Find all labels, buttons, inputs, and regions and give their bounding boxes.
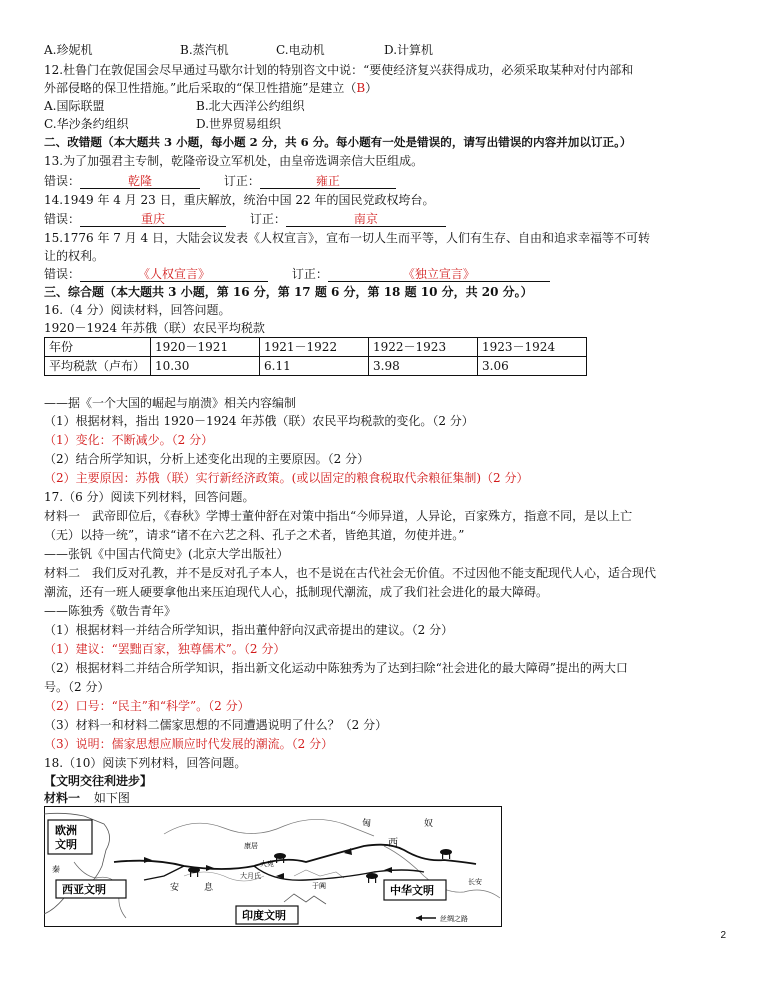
westasia-civilization-label: 西亚文明 (62, 883, 106, 896)
q15-fix-label: 订正： (291, 267, 328, 281)
q16-answer1: （1）变化：不断减少。（2 分） (44, 433, 214, 447)
q17-sub3: （3）材料一和材料二儒家思想的不同遭遇说明了什么？（2 分） (44, 718, 388, 732)
map-label-yutian: 于阗 (312, 882, 326, 890)
q14-fix-label: 订正： (249, 212, 286, 226)
map-label-xiongnu: 匈 (362, 819, 372, 829)
section3-title: 三、综合题（本大题共 3 小题，第 16 分，第 17 题 6 分，第 18 题 10 分，共 20 分。） (44, 285, 533, 299)
q13-error-answer: 乾隆 (80, 174, 200, 189)
q12-option-b: B.北大西洋公约组织 (196, 99, 305, 113)
q14-fix-answer: 南京 (286, 212, 446, 227)
europe-civilization-label-1: 欧洲 (55, 824, 77, 837)
q17-material1-line1: 材料一 武帝即位后，《春秋》学博士董仲舒在对策中指出“今师异道，人异论，百家殊方，指意不同，是以上亡 (44, 509, 633, 523)
q18-material1-text: 如下图 (93, 791, 130, 805)
q11-option-d: D.计算机 (384, 43, 434, 57)
q15-error-label: 错误： (44, 267, 81, 281)
map-label-kangju: 康居 (244, 842, 258, 850)
tax-table (44, 337, 587, 376)
q17-intro: 17.（6 分）阅读下列材料，回答问题。 (44, 490, 255, 504)
q11-options (44, 42, 734, 58)
q12-answer: B (356, 81, 366, 95)
china-civilization-label: 中华文明 (390, 884, 434, 897)
q15-text-line1: 15.1776 年 7 月 4 日，大陆会议发表《人权宣言》，宣布一切人生而平等，人们有生存、自由和追求幸福等不可转 (44, 231, 650, 245)
legend-label: 丝绸之路 (440, 915, 468, 923)
silk-road-map (44, 806, 502, 927)
q14-error-label: 错误： (44, 212, 81, 226)
q13-text: 13.为了加强君主专制，乾隆帝设立军机处，由皇帝选调亲信大臣组成。 (44, 154, 424, 168)
tax-table-header-row (45, 338, 587, 357)
q13-fix-label: 订正： (223, 174, 260, 188)
q17-sub2-line1: （2）根据材料二并结合所学知识，指出新文化运动中陈独秀为了达到扫除“社会进化的最大障碍”提出的两大口 (44, 661, 628, 675)
tax-table-cell: 6.11 (260, 357, 369, 376)
q14-answer-line (44, 211, 734, 227)
map-label-yuezhi: 大月氏 (240, 872, 261, 880)
q12-close: ） (365, 81, 378, 95)
map-label-qin: 秦 (52, 865, 60, 874)
tax-table-row-label: 平均税款（卢布） (45, 357, 151, 376)
q18-intro: 18.（10）阅读下列材料，回答问题。 (44, 756, 247, 770)
q17-material2-line2: 潮流，还有一班人硬要拿他出来压迫现代人心，抵制现代潮流，成了我们社会进化的最大障碍。 (44, 585, 549, 599)
q12-options-row2 (44, 116, 734, 132)
q13-answer-line (44, 173, 734, 189)
tax-table-header-cell: 1923－1924 (478, 338, 587, 357)
q16-table-title: 1920－1924 年苏俄（联）农民平均税款 (44, 321, 265, 335)
q16-sub2: （2）结合所学知识，分析上述变化出现的主要原因。（2 分） (44, 452, 370, 466)
q11-option-c: C.电动机 (276, 43, 325, 57)
q14-text: 14.1949 年 4 月 23 日，重庆解放，统治中国 22 年的国民党政权垮台。 (44, 193, 435, 207)
q17-answer3: （3）说明：儒家思想应顺应时代发展的潮流。（2 分） (44, 737, 334, 751)
q16-sub1: （1）根据材料，指出 1920－1924 年苏俄（联）农民平均税款的变化。（2 分） (44, 414, 474, 428)
q13-error-label: 错误： (44, 174, 81, 188)
q18-material1-label: 材料一 (44, 791, 81, 805)
q16-source: ——据《一个大国的崛起与崩溃》相关内容编制 (44, 396, 297, 410)
q12-options-row1 (44, 98, 734, 114)
q13-fix-answer: 雍正 (260, 174, 396, 189)
map-label-anxi: 安 (170, 883, 180, 893)
q12-option-c: C.华沙条约组织 (44, 117, 129, 131)
q18-heading: 【文明交往利进步】 (44, 774, 153, 788)
tax-table-data-row (45, 357, 587, 376)
q11-option-b: B.蒸汽机 (180, 43, 229, 57)
q12-text-line1: 12.杜鲁门在敦促国会尽早通过马歇尔计划的特别咨文中说：“要使经济复兴获得成功，必须采取某种对付内部和 (44, 63, 634, 77)
map-label-changan: 长安 (468, 878, 482, 886)
q15-answer-line (44, 266, 734, 282)
page-number: 2 (720, 930, 726, 941)
tax-table-header-cell: 年份 (45, 338, 151, 357)
q12-stem: 外部侵略的保卫性措施。”此后采取的“保卫性措施”是建立（ (44, 81, 357, 95)
section2-title: 二、改错题（本大题共 3 小题，每小题 2 分，共 6 分。每小题有一处是错误的，请写出错误的内容并加以订正。） (44, 135, 632, 149)
map-label-dawan: 大宛 (260, 860, 274, 868)
q12-text-line2 (44, 80, 734, 96)
tax-table-header-cell: 1920－1921 (151, 338, 260, 357)
map-label-anxi: 息 (204, 883, 214, 893)
india-civilization-label: 印度文明 (242, 909, 286, 922)
q15-fix-answer: 《独立宣言》 (328, 267, 550, 282)
q17-answer1: （1）建议：“罢黜百家，独尊儒术”。（2 分） (44, 642, 286, 656)
map-label-west: 西 (388, 838, 398, 849)
q16-answer2: （2）主要原因：苏俄（联）实行新经济政策。(或以固定的粮食税取代余粮征集制)（2 分） (44, 471, 529, 485)
q17-material1-source: ——张钒《中国古代简史》(北京大学出版社） (44, 547, 289, 561)
tax-table-cell: 10.30 (151, 357, 260, 376)
tax-table-header-cell: 1922－1923 (369, 338, 478, 357)
q12-option-d: D.世界贸易组织 (196, 117, 282, 131)
q15-error-answer: 《人权宣言》 (80, 267, 268, 282)
europe-civilization-label-2: 文明 (55, 838, 77, 851)
tax-table-cell: 3.06 (478, 357, 587, 376)
q12-option-a: A.国际联盟 (44, 99, 105, 113)
q17-sub2-line2: 号。（2 分） (44, 680, 110, 694)
tax-table-cell: 3.98 (369, 357, 478, 376)
q18-material1 (44, 790, 734, 806)
q11-option-a: A.珍妮机 (44, 43, 93, 57)
q17-answer2: （2）口号：“民主”和“科学”。（2 分） (44, 699, 250, 713)
q15-text-line2: 让的权利。 (44, 249, 105, 263)
q17-material2-line1: 材料二 我们反对孔教，并不是反对孔子本人，也不是说在古代社会无价值。不过因他不能支配现代人心，适合现代 (44, 566, 657, 580)
q17-material2-source: ——陈独秀《敬告青年》 (44, 604, 177, 618)
q16-intro: 16.（4 分）阅读材料，回答问题。 (44, 303, 231, 317)
map-label-xiongnu: 奴 (424, 819, 434, 829)
q14-error-answer: 重庆 (80, 212, 226, 227)
q17-sub1: （1）根据材料一并结合所学知识，指出董仲舒向汉武帝提出的建议。（2 分） (44, 623, 454, 637)
q17-material1-line2: （无）以持一统”，请求“诸不在六艺之科、孔子之术者，皆绝其道，勿使并进。” (44, 528, 465, 542)
tax-table-header-cell: 1921－1922 (260, 338, 369, 357)
